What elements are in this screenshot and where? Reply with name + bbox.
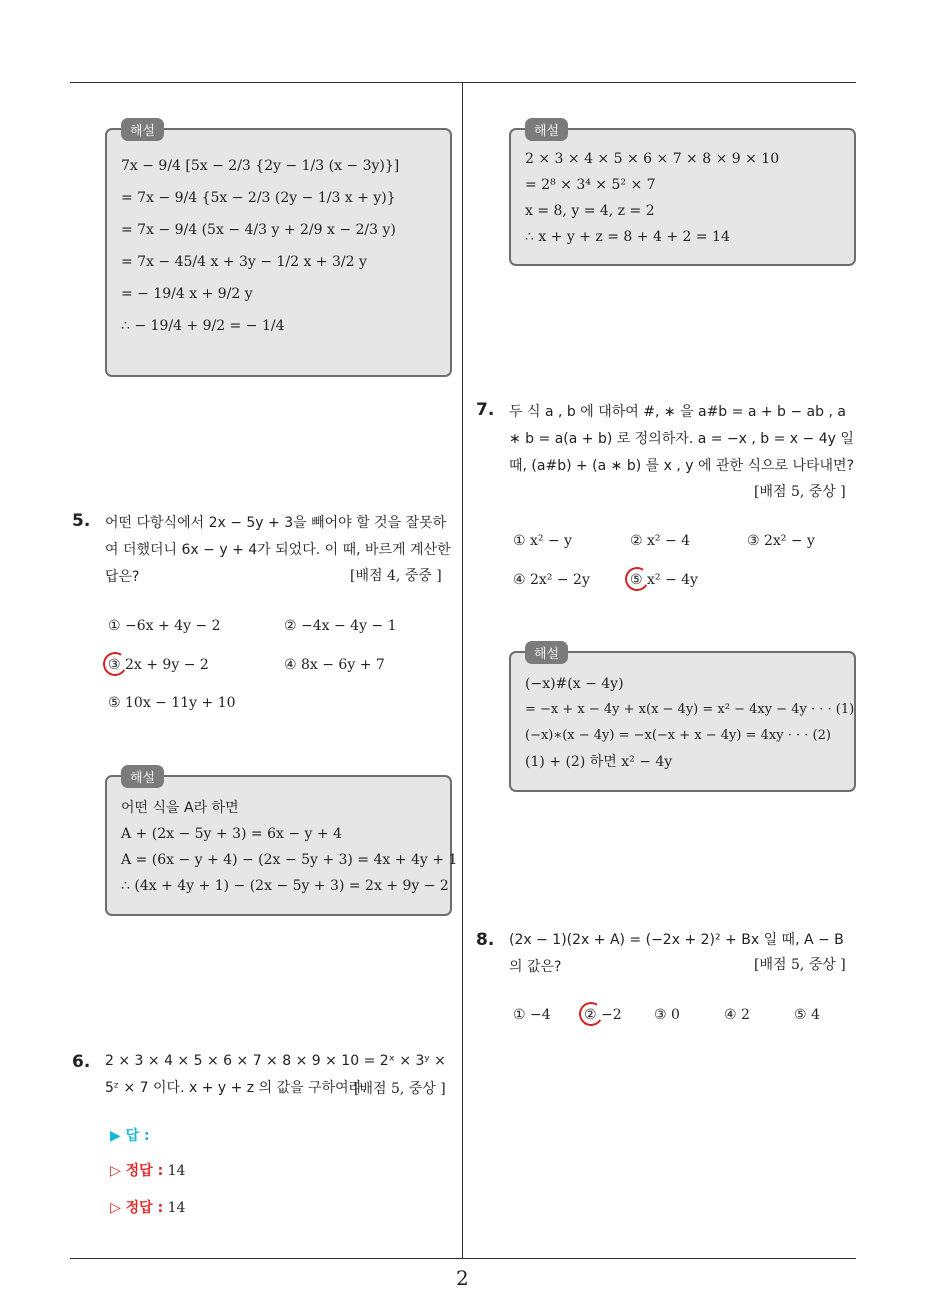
page-number: 2 [456, 1266, 469, 1290]
choice-3[interactable]: ③ 2x² − y [747, 533, 815, 549]
column-divider [462, 82, 463, 1258]
selected-answer-mark [577, 1000, 605, 1028]
question-meta: [배점 5, 중상 ] [754, 957, 846, 973]
choice-3[interactable]: ③ 2x + 9y − 2 [108, 657, 209, 673]
question-text: (2x − 1)(2x + A) = (−2x + 2)² + Bx 일 때, A − B 의 값은? [509, 932, 844, 975]
solution-box-q7 [509, 647, 856, 792]
question-number: 5. [72, 511, 91, 531]
solution-line: 7x − 9/4 [5x − 2/3 {2y − 1/3 (x − 3y)}] [121, 158, 400, 174]
solution-tab: 해설 [525, 641, 568, 664]
choice-4[interactable]: ④ 8x − 6y + 7 [284, 657, 385, 673]
bottom-rule [70, 1258, 856, 1259]
choice-5[interactable]: ⑤ 4 [794, 1007, 820, 1023]
selected-answer-mark [623, 565, 651, 593]
answer-row [110, 1125, 150, 1145]
question-meta: [배점 5, 중상 ] [754, 484, 846, 500]
solution-line: (−x)#(x − 4y) [525, 676, 624, 692]
solution-line: = 7x − 9/4 {5x − 2/3 (2y − 1/3 x + y)} [121, 190, 396, 206]
choice-1[interactable]: ① x² − y [513, 533, 573, 549]
question-number: 8. [476, 930, 495, 950]
choice-2[interactable]: ② x² − 4 [630, 533, 691, 549]
solution-line: (−x)∗(x − 4y) = −x(−x + x − 4y) = 4xy · · · (2) [525, 728, 831, 743]
solution-line: A = (6x − y + 4) − (2x − 5y + 3) = 4x + 4y + 1 [121, 852, 458, 868]
solution-line: = 7x − 45/4 x + 3y − 1/2 x + 3/2 y [121, 254, 367, 270]
question-text: 어떤 다항식에서 2x − 5y + 3을 빼어야 할 것을 잘못하여 더했더니 6x − y + 4가 되었다. 이 때, 바르게 계산한 답은? [105, 515, 451, 585]
solution-line: = 7x − 9/4 (5x − 4/3 y + 2/9 x − 2/3 y) [121, 222, 396, 238]
question-number: 7. [476, 400, 495, 420]
choice-5[interactable]: ⑤ 10x − 11y + 10 [108, 695, 236, 711]
solution-line: = 2⁸ × 3⁴ × 5² × 7 [525, 177, 656, 193]
solution-line: x = 8, y = 4, z = 2 [525, 203, 655, 219]
solution-line: = −x + x − 4y + x(x − 4y) = x² − 4xy − 4y · · · (1) [525, 702, 855, 717]
solution-line: A + (2x − 5y + 3) = 6x − y + 4 [121, 826, 342, 842]
solution-line: ∴ (4x + 4y + 1) − (2x − 5y + 3) = 2x + 9y − 2 [121, 878, 449, 894]
question-text: 2 × 3 × 4 × 5 × 6 × 7 × 8 × 9 × 10 = 2ˣ × 3ʸ × 5ᶻ × 7 이다. x + y + z 의 값을 구하여라. [105, 1053, 446, 1096]
solution-line: ∴ − 19/4 + 9/2 = − 1/4 [121, 318, 285, 334]
choice-3[interactable]: ③ 0 [654, 1007, 680, 1023]
choice-2[interactable]: ② −4x − 4y − 1 [284, 618, 397, 634]
solution-line: 어떤 식을 A라 하면 [121, 800, 239, 816]
solution-tab: 해설 [121, 765, 164, 788]
top-rule [70, 82, 856, 83]
solution-line: ∴ x + y + z = 8 + 4 + 2 = 14 [525, 229, 730, 245]
answer-label: ▶ 답 : [110, 1128, 150, 1144]
solution-box-q5 [105, 771, 458, 916]
solution-box-q6 [509, 124, 856, 266]
choice-4[interactable]: ④ 2 [724, 1007, 750, 1023]
question-meta: [배점 5, 중상 ] [354, 1081, 446, 1097]
solution-line: (1) + (2) 하면 x² − 4y [525, 754, 673, 770]
correct-label: ▷ 정답 : [110, 1200, 164, 1216]
correct-label: ▷ 정답 : [110, 1163, 164, 1179]
solution-line: = − 19/4 x + 9/2 y [121, 286, 253, 302]
correct-value: 14 [167, 1163, 186, 1179]
choice-1[interactable]: ① −6x + 4y − 2 [108, 618, 221, 634]
question-number: 6. [72, 1052, 91, 1072]
correct-answer-row [110, 1197, 185, 1217]
solution-tab: 해설 [121, 118, 164, 141]
question-text: 두 식 a , b 에 대하여 #, ∗ 을 a#b = a + b − ab , a ∗ b = a(a + b) 로 정의하자. a = −x , b = x − 4y 일 때, (a#b) + (a ∗ b) 를 x , y 에 관한 식으로 나타내면? [509, 404, 855, 474]
choice-4[interactable]: ④ 2x² − 2y [513, 572, 590, 588]
correct-value: 14 [167, 1200, 186, 1216]
solution-line: 2 × 3 × 4 × 5 × 6 × 7 × 8 × 9 × 10 [525, 151, 780, 167]
solution-box-q4 [105, 124, 452, 377]
solution-tab: 해설 [525, 118, 568, 141]
question-meta: [배점 4, 중중 ] [350, 568, 442, 584]
selected-answer-mark [101, 650, 129, 678]
correct-answer-row [110, 1160, 185, 1180]
choice-1[interactable]: ① −4 [513, 1007, 551, 1023]
choice-5[interactable]: ⑤ x² − 4y [630, 572, 698, 588]
choice-2[interactable]: ② −2 [584, 1007, 622, 1023]
